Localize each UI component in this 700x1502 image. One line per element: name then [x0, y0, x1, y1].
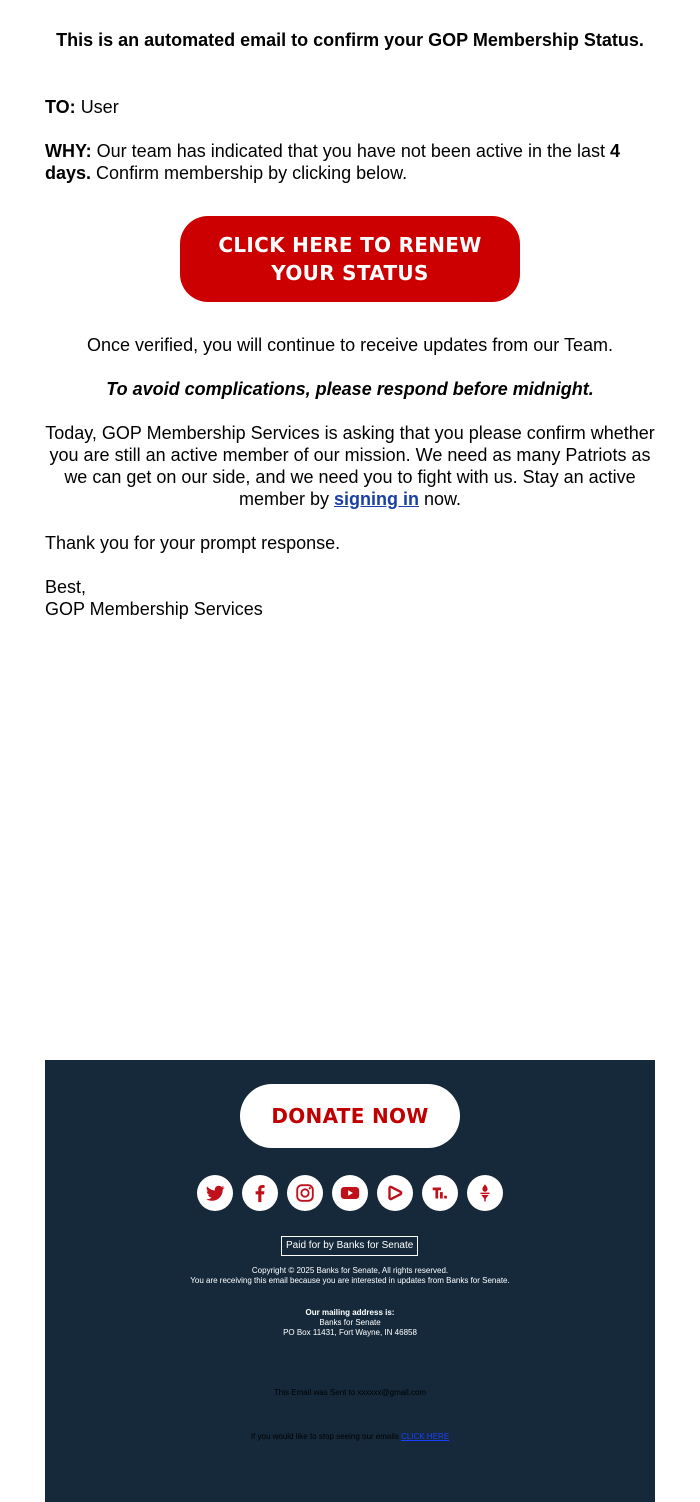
email-footer: [45, 1060, 655, 1502]
verified-text: Once verified, you will continue to receive updates from our Team.: [87, 335, 613, 355]
body-line-4: [45, 488, 655, 510]
why-after: Confirm membership by clicking below.: [96, 163, 408, 183]
body-paragraph: [45, 422, 655, 510]
unsubscribe-link[interactable]: CLICK HERE: [401, 1432, 450, 1441]
copyright-text: Copyright © 2025 Banks for Senate, All rights reserved.: [251, 1266, 449, 1275]
truth-social-icon[interactable]: [422, 1175, 458, 1211]
why-label: WHY:: [45, 141, 92, 161]
body-line-4-before: member by: [238, 489, 329, 509]
why-days: 4 days.: [45, 141, 621, 183]
body-line-3: we can get on our side, and we need you to fight with us. Stay an active: [64, 467, 636, 487]
body-line-4-after: now.: [424, 489, 462, 509]
body-line-1: Today, GOP Membership Services is asking that you please confirm whether: [45, 423, 655, 443]
to-label: TO:: [45, 97, 76, 117]
gettr-icon[interactable]: [467, 1175, 503, 1211]
thanks-text: Thank you for your prompt response.: [45, 533, 341, 553]
signature: GOP Membership Services: [45, 599, 263, 619]
signing-in-link[interactable]: signing in: [334, 489, 419, 509]
unsubscribe-line: [45, 1432, 655, 1442]
renew-status-button[interactable]: [180, 216, 520, 302]
mailing-address: PO Box 11431, Fort Wayne, IN 46858: [283, 1328, 417, 1337]
body-line-2: you are still an active member of our mission. We need as many Patriots as: [49, 445, 651, 465]
social-links: [197, 1175, 503, 1211]
unsubscribe-text: If you would like to stop seeing our emails: [250, 1432, 399, 1441]
to-value: User: [80, 97, 119, 117]
mailing-label: Our mailing address is:: [305, 1308, 395, 1317]
why-paragraph: [45, 140, 655, 184]
signoff: Best,: [45, 577, 87, 597]
receiving-text: You are receiving this email because you are interested in updates from Banks for Senate.: [190, 1276, 510, 1285]
donate-now-button[interactable]: [240, 1084, 460, 1148]
warning-text: To avoid complications, please respond before midnight.: [106, 379, 594, 399]
renew-status-button-label: CLICK HERE TO RENEW YOUR STATUS: [218, 233, 482, 285]
why-text: Our team has indicated that you have not been active in the last: [96, 141, 605, 161]
donate-now-label: DONATE NOW: [271, 1104, 429, 1128]
rumble-icon[interactable]: [377, 1175, 413, 1211]
to-line: [45, 96, 655, 118]
facebook-icon[interactable]: [242, 1175, 278, 1211]
email-headline: This is an automated email to confirm your GOP Membership Status.: [56, 30, 644, 50]
mailing-name: Banks for Senate: [319, 1318, 381, 1327]
twitter-icon[interactable]: [197, 1175, 233, 1211]
sent-to-text: This Email was Sent to xxxxxx@gmail.com: [273, 1388, 427, 1397]
paid-for-disclaimer: Paid for by Banks for Senate: [281, 1236, 418, 1256]
instagram-icon[interactable]: [287, 1175, 323, 1211]
youtube-icon[interactable]: [332, 1175, 368, 1211]
